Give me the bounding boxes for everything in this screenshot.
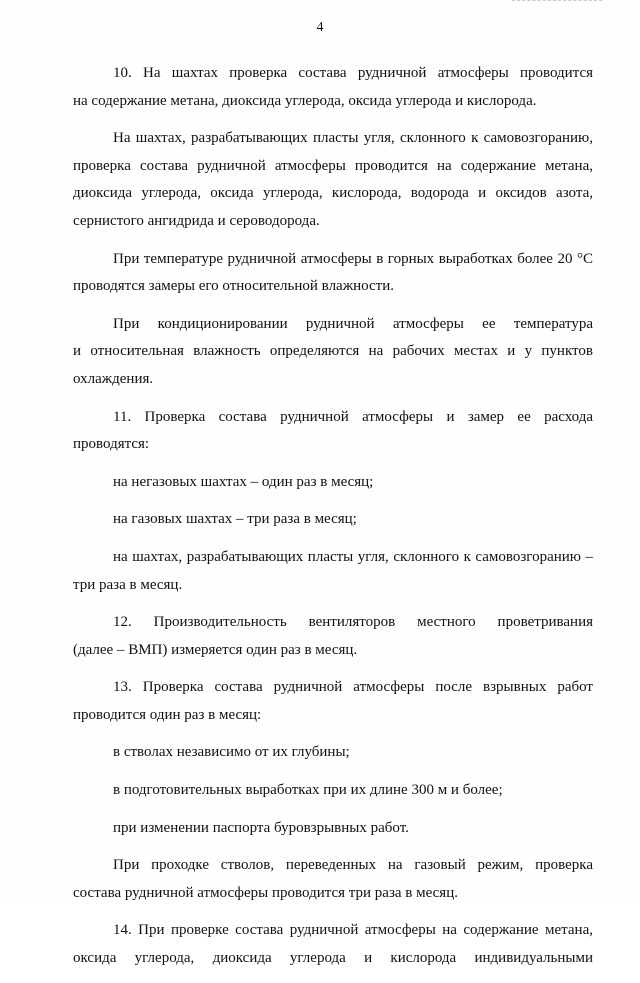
list-item — [73, 777, 593, 805]
text-line: на газовых шахтах – три раза в месяц; — [113, 511, 357, 528]
text-line: в стволах независимо от их глубины; — [113, 744, 350, 761]
text-line: на шахтах, разрабатывающих пласты угля, склонного к самовозгоранию – — [113, 548, 593, 565]
paragraph — [73, 125, 593, 235]
text-line: на негазовых шахтах – один раз в месяц; — [113, 473, 374, 490]
page-number: 4 — [316, 20, 324, 35]
text-line: проводятся замеры его относительной влажности. — [73, 278, 394, 295]
paragraph-14 — [73, 917, 593, 972]
text-line: проводятся: — [73, 436, 150, 453]
text-line: при изменении паспорта буровзрывных работ. — [113, 819, 409, 836]
text-line: 11. Проверка состава рудничной атмосферы и замер ее расхода — [113, 408, 593, 425]
paragraph-12 — [73, 609, 593, 664]
scan-edge-mark — [512, 0, 602, 5]
text-line: на содержание метана, диоксида углерода, оксида углерода и кислорода. — [73, 92, 537, 109]
text-line: проводится один раз в месяц: — [73, 706, 262, 723]
text-line: три раза в месяц. — [73, 576, 183, 593]
text-line: сернистого ангидрида и сероводорода. — [73, 212, 320, 229]
text-line: На шахтах, разрабатывающих пласты угля, склонного к самовозгоранию, — [113, 130, 593, 147]
text-line: 13. Проверка состава рудничной атмосферы после взрывных работ — [113, 679, 593, 696]
text-line: оксида углерода, диоксида углерода и кислорода индивидуальными — [73, 950, 593, 967]
text-line: 12. Производительность вентиляторов местного проветривания — [113, 614, 593, 631]
list-item — [73, 469, 593, 497]
text-line: состава рудничной атмосферы проводится три раза в месяц. — [73, 884, 458, 901]
text-line: При проходке стволов, переведенных на газовый режим, проверка — [113, 857, 593, 874]
text-line: При кондиционировании рудничной атмосферы ее температура — [113, 315, 593, 332]
paragraph — [73, 311, 593, 394]
paragraph-11 — [73, 404, 593, 459]
list-item — [73, 506, 593, 534]
text-line: 10. На шахтах проверка состава рудничной атмосферы проводится — [113, 65, 593, 81]
list-item — [73, 544, 593, 599]
list-item — [73, 739, 593, 767]
text-line: 14. При проверке состава рудничной атмосферы на содержание метана, — [113, 922, 593, 939]
text-line: При температуре рудничной атмосферы в горных выработках более 20 °C — [113, 250, 593, 267]
paragraph — [73, 852, 593, 907]
text-line: охлаждения. — [73, 370, 154, 387]
paragraph-13 — [73, 674, 593, 729]
document-body — [73, 60, 593, 983]
list-item — [73, 815, 593, 843]
text-line: (далее – ВМП) измеряется один раз в месяц. — [73, 641, 358, 658]
paragraph-10 — [73, 60, 593, 115]
paragraph — [73, 246, 593, 301]
text-line: в подготовительных выработках при их длине 300 м и более; — [113, 782, 503, 799]
text-line: и относительная влажность определяются на рабочих местах и у пунктов — [73, 343, 593, 360]
text-line: диоксида углерода, оксида углерода, кислорода, водорода и оксидов азота, — [73, 185, 593, 202]
text-line: проверка состава рудничной атмосферы проводится на содержание метана, — [73, 157, 593, 174]
